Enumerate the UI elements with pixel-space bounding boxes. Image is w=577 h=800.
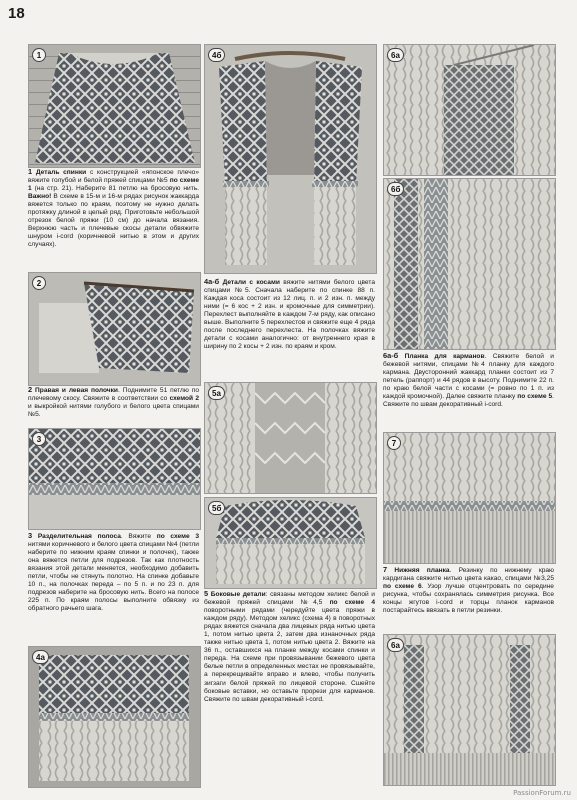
photo-label: 3 xyxy=(32,432,46,446)
photo-label: 2 xyxy=(32,276,46,290)
text-block-2: 2 Правая и левая полочки. Поднимите 51 петлю по плечевому скосу. Свяжите в соответствии со схемой 2 и выкройкой нитями голубого и белого цвета спицами №5. xyxy=(28,386,199,419)
text-block-1: 1 Деталь спинки с конструкцией «японское плечо» вяжите голубой и белой пряжей спицами №5 по схеме 1 (на стр. 21). Наберите 81 петлю на бросовую нить. Важно! В схеме в 15-м и 16-м рядах рисунок жаккарда вяжется только по краям, поэтому не нужно делать протяжку длиной в целый ряд. Приготовьте небольшой отрезок белой пряжи (10 см) до начала вязания. Верхнюю часть и плечевые скосы детали обвяжите шнуром i-cord (коричневой нитью в этом и других случаях). xyxy=(28,168,199,249)
text-block-3: 3 Разделительная полоса. Вяжите по схеме 3 нитями коричневого и белого цвета спицами №4 (петли наберите по нижним краям спинки и полочек), также она вяжется петли для подрезов. Так как плотность вязания этой детали меняется, необходимо добавить петли, чтобы не стянуть полотно. На спинке добавьте 10 п., на полочках переда – по 5 п. и по 23 п. для подрезов наберите на бросовую нить. Всего на полосе 225 п. По краям полосы выполните обвязку из обратного рачьего шага. xyxy=(28,532,199,613)
photo-label: 6б xyxy=(387,182,404,196)
photo-label: 4а xyxy=(32,650,49,664)
step-number: 5 xyxy=(204,590,209,598)
step-heading: Детали с косами xyxy=(222,279,280,286)
photo-2-front-pieces xyxy=(28,272,201,386)
photo-5a-side-panel xyxy=(204,382,377,494)
step-number: 2 xyxy=(28,386,33,394)
step-heading: Боковые детали xyxy=(210,591,266,598)
step-number: 1 xyxy=(28,168,33,176)
watermark: PassionForum.ru xyxy=(513,789,571,797)
photo-5b-cardigan-full xyxy=(204,497,377,589)
step-heading: Разделительная полоса xyxy=(37,533,121,540)
step-number: 7 xyxy=(383,566,388,574)
step-number: 3 xyxy=(28,532,33,540)
photo-4a-cable-detail xyxy=(28,646,201,788)
text-block-7: 7 Нижняя планка. Резинку по нижнему краю кардигана свяжите нитью цвета какао, спицами №3,25 по схеме 6. Узор лучше отцентровать по середине рисунка, чтобы сохранялась симметрия рисунка. Все концы жгутов i-cord и торцы планок карманов постарайтесь ввязать в петли резинки. xyxy=(383,566,554,615)
photo-1-back-piece xyxy=(28,44,201,168)
step-number: 6а-б xyxy=(383,352,399,360)
text-block-5: 5 Боковые детали: связаны методом хеликс белой и бежевой пряжей спицами №4,5 по схеме 4 поворотными рядами (чередуйте цвета пряжи в каждом ряду). Методом хеликс (схема 4) в поворотных рядах вяжется сначала два лицевых ряда нитью цвета 1, потом нитью цвета 2, затем два изнаночных ряда также нитью цвета 1, потом нитью цвета 2. Вяжите на 36 п., оставшихся на планке между косами спинки и переда. На схеме при провязывании бежевого цвета белые петли в определенных местах не провязывайте, а перекрещивайте вправо и влево, чтобы получить зигзаги белой пряжей по лицевой стороне. Сшейте боковые вставки, но оставьте прорези для карманов. Свяжите по швам декоративный i-cord. xyxy=(204,590,375,703)
photo-label: 5а xyxy=(208,386,225,400)
step-number: 4а-б xyxy=(204,278,220,286)
step-heading: Правая и левая полочки xyxy=(35,387,118,394)
photo-label: 5б xyxy=(208,501,225,515)
step-heading: Нижняя планка xyxy=(394,567,450,574)
page-number: 18 xyxy=(8,5,25,22)
photo-4b-cardigan-on-hanger xyxy=(204,44,377,274)
photo-6a-pockets xyxy=(383,634,556,786)
photo-label: 1 xyxy=(32,48,46,62)
photo-label: 6а xyxy=(387,638,404,652)
text-block-4: 4а-б Детали с косами вяжите нитями белого цвета спицами №5. Сначала наберите по спинке 88 п. Каждая коса состоит из 12 лиц. п. и 2 изн. п. между ними (= 6 кос + 2 изн. и кромочные для симметрии). Перехлест выполняйте в каждом 7-м ряду, как описано выше. Выполните 5 перехлестов и свяжите еще 4 ряда после последнего перехлеста. На полочках вяжите детали с косами аналогично: от внутреннего края в ширину по 2 косы + 2 изн. по краям и кром. xyxy=(204,278,375,351)
photo-7-bottom-band xyxy=(383,432,556,564)
step-heading: Планка для карманов xyxy=(404,353,485,360)
text-block-6: 6а-б Планка для карманов. Свяжите белой и бежевой нитями, спицами №4 планку для каждого кармана. Двусторонний жаккард планки состоит из 7 петель (раппорт) и 44 рядов в высоту. Поднимите 22 п. по краю белой части с косами (= ровно по 1 п. из каждой кромочной). Далее свяжите планку по схеме 5. Свяжите по швам декоративный i-cord. xyxy=(383,352,554,409)
photo-6b-pocket-band xyxy=(383,178,556,350)
photo-label: 6а xyxy=(387,48,404,62)
photo-label: 4б xyxy=(208,48,225,62)
photo-label: 7 xyxy=(387,436,401,450)
photo-3-divider-band xyxy=(28,428,201,530)
photo-6a-pocket-band-knitting xyxy=(383,44,556,176)
step-heading: Деталь спинки xyxy=(35,169,87,176)
